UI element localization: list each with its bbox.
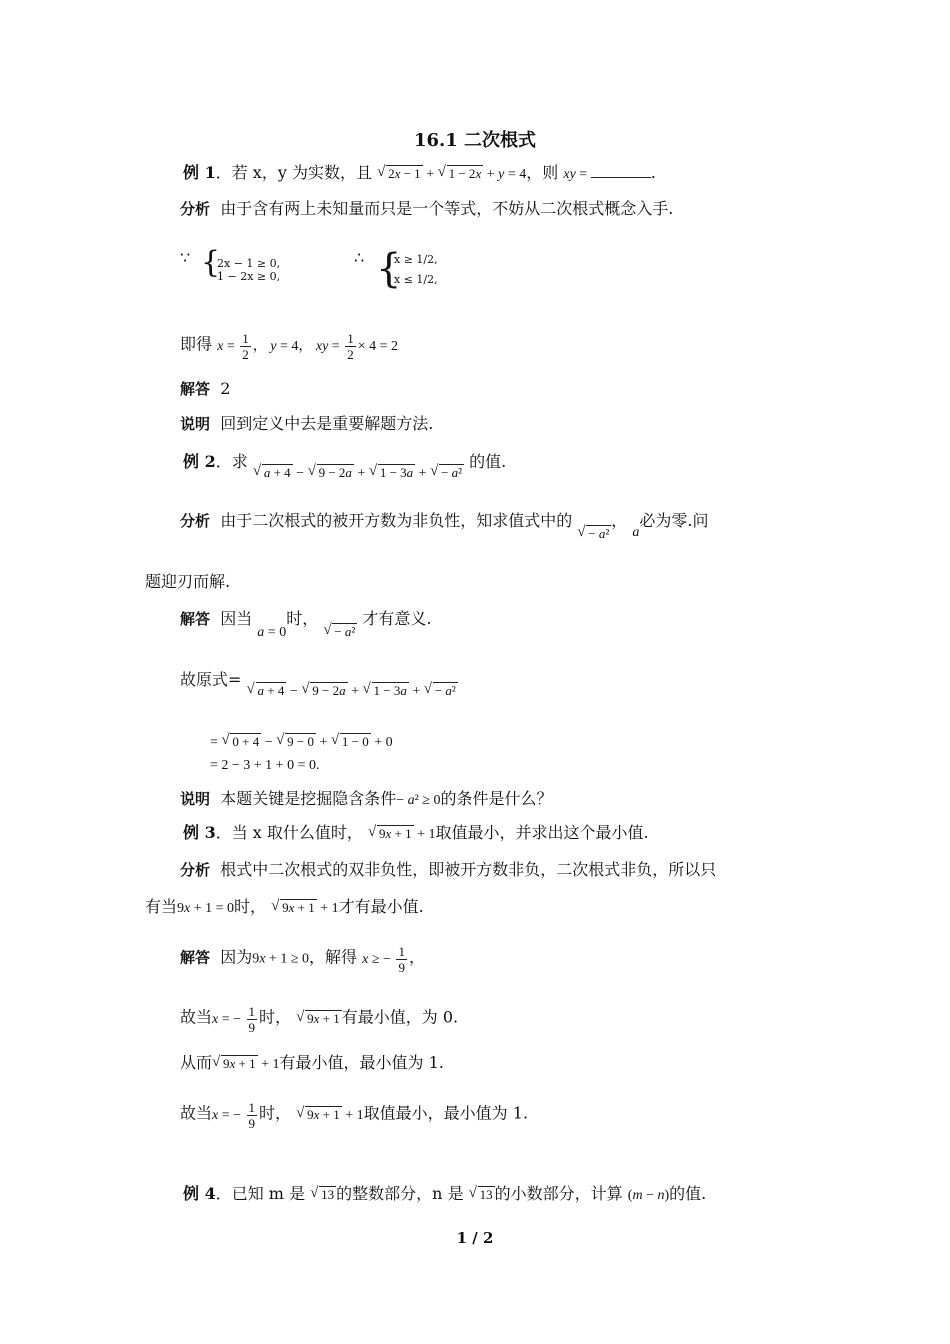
example-2-note: 说明 本题关键是挖掘隐含条件− a² ≥ 0的条件是什么？ bbox=[180, 789, 553, 808]
because-symbol: ∵ bbox=[180, 248, 191, 267]
example-1-equation: √ 2x − 1 + √ 1 − 2x + y = 4 bbox=[377, 167, 526, 182]
example-3-analysis: 分析 根式中二次根式的双非负性，即被开方数非负，二次根式非负，所以只 bbox=[180, 860, 717, 879]
example-2-analysis-cont: 题迎刃而解. bbox=[145, 572, 231, 591]
example-2-orig: 故原式= √ a + 4 − √ 9 − 2a + √ 1 − 3a + √ − a² bbox=[180, 670, 458, 692]
example-3-step-1: 故当x = − $\frac{1}{9}$ 时， √ 9x + 1 有最小值，为 0. bbox=[180, 1004, 458, 1035]
example-2-analysis: 分析 由于二次根式的被开方数为非负性，知求值式中的 √ − a²， a必为零.问 bbox=[180, 511, 708, 533]
system-2: x ≥ 1/2, x ≤ 1/2, bbox=[394, 253, 438, 286]
example-2-step-1: = √ 0 + 4 − √ 9 − 0 + √ 1 − 0 + 0 bbox=[210, 732, 393, 753]
example-3-label: 例 3 bbox=[183, 823, 216, 842]
example-1-answer: 解答 2 bbox=[180, 379, 231, 398]
example-2-answer: 解答 因当 a = 0时， √ − a² 才有意义. bbox=[180, 609, 432, 631]
example-2-label: 例 2 bbox=[183, 452, 216, 471]
example-1-label: 例 1 bbox=[183, 163, 216, 182]
example-1-question: 例 1．若 x，y 为实数，且 √ 2x − 1 + √ 1 − 2x + y = 4，则 xy = . bbox=[183, 163, 656, 185]
example-1-note: 说明 回到定义中去是重要解题方法. bbox=[180, 414, 434, 433]
example-2-question: 例 2．求 √ a + 4 − √ 9 − 2a + √ 1 − 3a + √ − a² 的值. bbox=[183, 452, 506, 474]
example-4-question: 例 4．已知 m 是 √ 13 的整数部分，n 是 √ 13 的小数部分，计算 (m − n)的值. bbox=[183, 1184, 706, 1206]
example-3-question: 例 3．当 x 取什么值时， √ 9x + 1 + 1取值最小，并求出这个最小值. bbox=[183, 823, 649, 845]
page-title: 16.1 二次根式 bbox=[413, 130, 537, 151]
answer-blank bbox=[591, 165, 651, 178]
example-4-label: 例 4 bbox=[183, 1184, 216, 1203]
example-1-result: 即得 x = $\frac{1}{2}$ ， y = 4， xy = $\frac{1}{2}$ × 4 = 2 bbox=[180, 331, 398, 362]
example-3-answer: 解答 因为9x + 1 ≥ 0，解得 x ≥ − $\frac{1}{9}$ ， bbox=[180, 944, 425, 975]
left-brace: { bbox=[201, 245, 221, 280]
page-number: 1 / 2 bbox=[456, 1229, 494, 1247]
example-3-analysis-cont: 有当9x + 1 = 0时， √ 9x + 1 + 1才有最小值. bbox=[145, 897, 424, 919]
example-2-step-2: = 2 − 3 + 1 + 0 = 0. bbox=[210, 758, 320, 773]
example-3-step-3: 故当x = − $\frac{1}{9}$ 时， √ 9x + 1 + 1取值最小，最小值为 1. bbox=[180, 1100, 528, 1131]
example-1-analysis: 分析 由于含有两上未知量而只是一个等式，不妨从二次根式概念入手. bbox=[180, 199, 674, 218]
example-3-step-2: 从而√ 9x + 1 + 1有最小值，最小值为 1. bbox=[180, 1053, 444, 1075]
therefore-symbol: ∴ bbox=[354, 248, 365, 267]
left-brace-2: { bbox=[376, 246, 402, 292]
system-1: 2x − 1 ≥ 0, 1 − 2x ≥ 0, bbox=[217, 257, 281, 283]
